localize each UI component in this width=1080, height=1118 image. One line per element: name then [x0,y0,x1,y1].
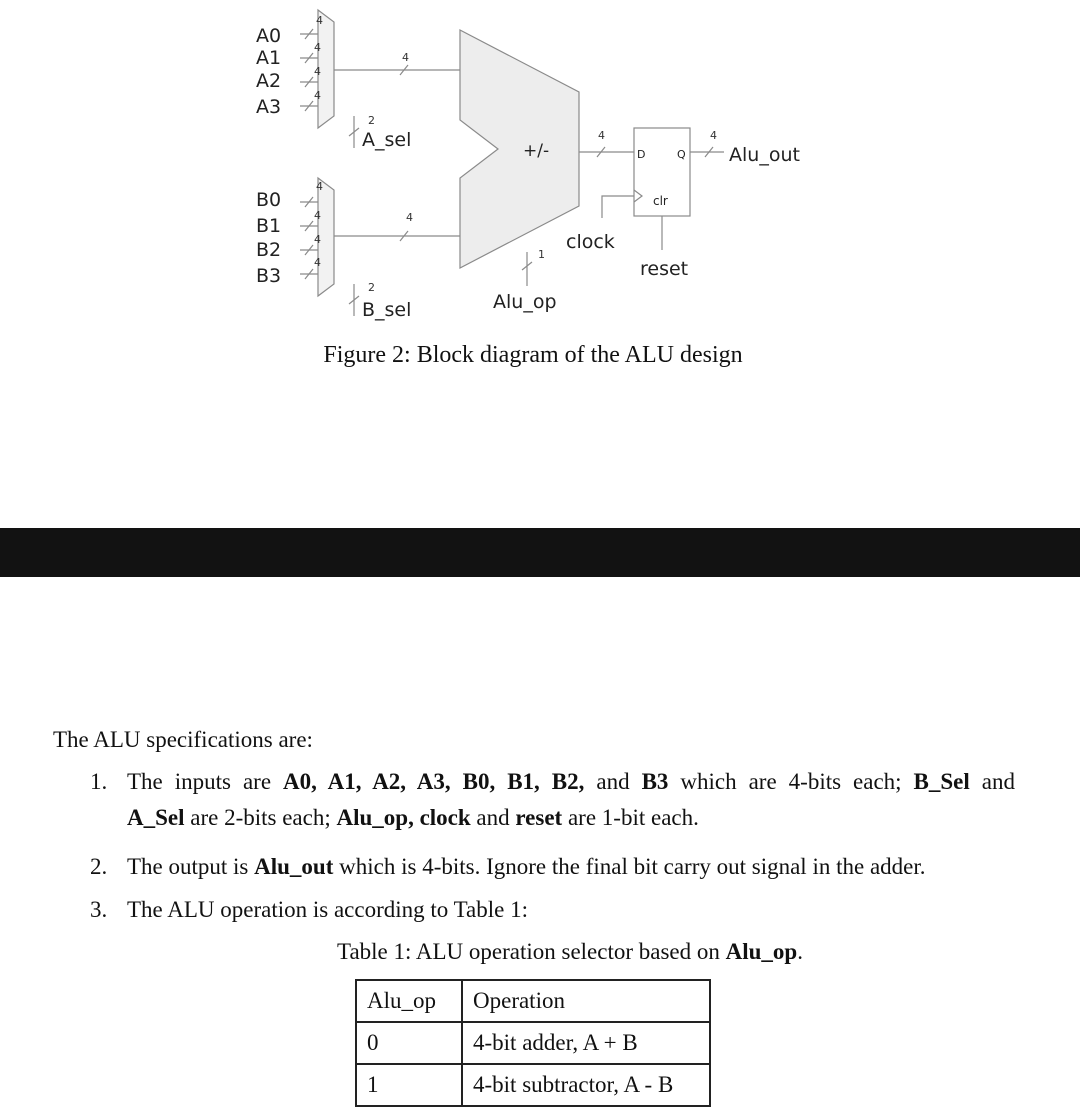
ff-q-label: Q [677,148,686,161]
bus-width-label: 4 [402,51,409,64]
alu-operation-table [355,979,711,1107]
table-caption: Table 1: ALU operation selector based on Alu_op. [337,939,803,964]
alu-op-label: Alu_op [493,291,557,313]
spec-item-1 [90,769,1015,831]
spec-item-2: 2. The output is Alu_out which is 4-bits. Ignore the final bit carry out signal in the adder. [90,854,926,879]
bus-width-label: 4 [314,65,321,78]
table-header-cell: Alu_op [356,980,462,1022]
clock-label: clock [566,231,615,253]
b-sel-label: B_sel [362,299,412,321]
output-label: Alu_out [729,144,800,166]
table-row [356,1022,710,1064]
alu-symbol: +/- [523,141,550,161]
list-number: 2. [90,854,108,879]
alu-block-diagram [0,0,1080,340]
bus-width-label: 4 [316,14,323,27]
bus-width-label: 4 [406,211,413,224]
table-header-row [356,980,710,1022]
figure-caption: Figure 2: Block diagram of the ALU design [323,342,743,368]
input-label-b2: B2 [256,239,282,261]
sel-width-label: 2 [368,114,375,127]
spec-item-1-line-2: A_Sel are 2-bits each; Alu_op, clock and reset are 1-bit each. [127,805,699,830]
black-bar [0,528,1080,577]
input-label-a3: A3 [256,96,282,118]
list-number: 1. [90,769,108,794]
input-label-b0: B0 [256,189,282,211]
ff-d-label: D [637,148,646,161]
list-number: 3. [90,897,108,922]
bus-width-label: 4 [314,209,321,222]
reset-label: reset [640,258,689,280]
input-label-b3: B3 [256,265,282,287]
a-sel-label: A_sel [362,129,412,151]
input-label-a0: A0 [256,25,282,47]
bus-width-label: 4 [316,180,323,193]
table-cell: 0 [356,1022,462,1064]
table-cell: 1 [356,1064,462,1106]
table-cell: 4-bit adder, A + B [462,1022,710,1064]
table-header-cell: Operation [462,980,710,1022]
table-row [356,1064,710,1106]
sel-width-label: 2 [368,281,375,294]
bus-width-label: 4 [314,41,321,54]
bus-width-label: 4 [710,129,717,142]
spec-intro: The ALU specifications are: [53,727,313,752]
bus-width-label: 4 [314,89,321,102]
spec-item-1-line-1: The inputs are A0, A1, A2, A3, B0, B1, B2, and B3 which are 4-bits each; B_Sel and [127,769,1015,794]
alu-block [460,30,579,268]
op-width-label: 1 [538,248,545,261]
bus-width-label: 4 [598,129,605,142]
input-label-a2: A2 [256,70,282,92]
table-cell: 4-bit subtractor, A - B [462,1064,710,1106]
bus-width-label: 4 [314,233,321,246]
ff-clr-label: clr [653,194,668,208]
bus-width-label: 4 [314,256,321,269]
input-label-a1: A1 [256,47,282,69]
input-label-b1: B1 [256,215,282,237]
spec-item-3: 3. The ALU operation is according to Table 1: [90,897,528,922]
